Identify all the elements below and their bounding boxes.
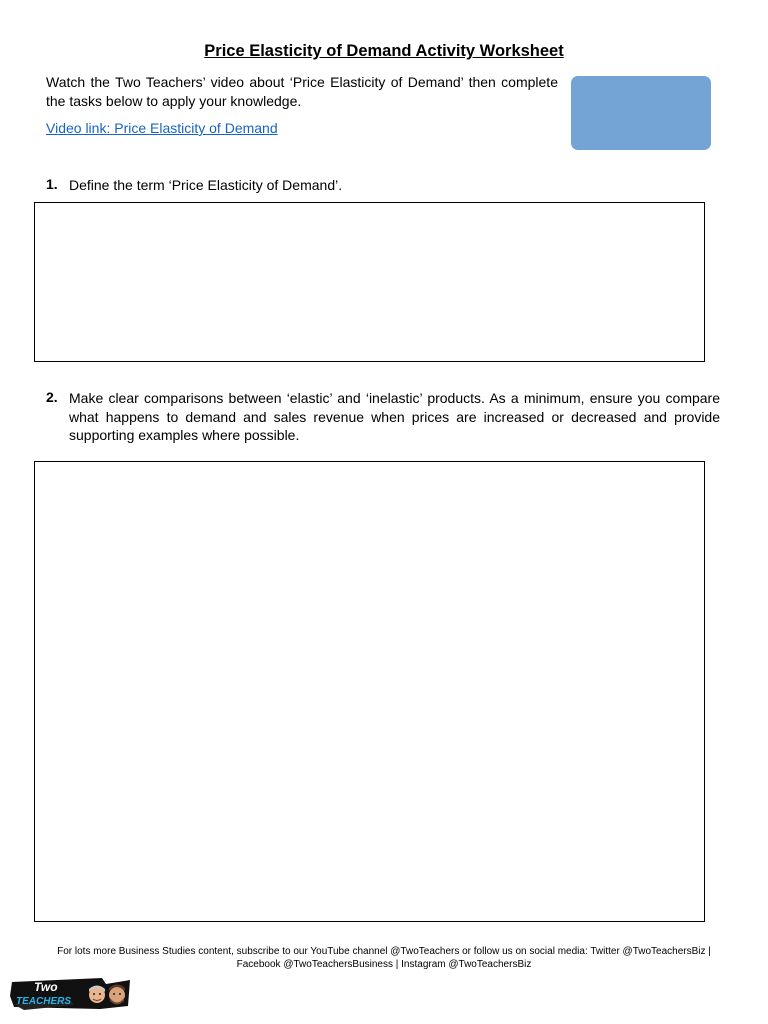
teacher-face-icon <box>89 986 105 1004</box>
logo-text-teachers: TEACHERS <box>16 996 72 1007</box>
question-2-number: 2. <box>46 389 58 405</box>
teacher-face-icon <box>109 985 125 1005</box>
question-1-text: Define the term ‘Price Elasticity of Demand’. <box>69 177 343 193</box>
question-2-text: Make clear comparisons between ‘elastic’ and ‘inelastic’ products. As a minimum, ensure you compare what happens to demand and sales revenue when prices are increased or decreased and provide supporting examples where possible. <box>69 390 720 443</box>
answer-box-1[interactable] <box>34 202 705 362</box>
answer-box-2[interactable] <box>34 461 705 922</box>
logo-graphic <box>10 974 132 1012</box>
logo-text-two: Two <box>34 980 58 994</box>
intro-text: Watch the Two Teachers’ video about ‘Price Elasticity of Demand’ then complete the tasks below to apply your knowledge. <box>46 74 558 109</box>
footer-text: For lots more Business Studies content, subscribe to our YouTube channel @TwoTeachers or follow us on social media: Twitter @TwoTeachersBiz | Facebook @TwoTeachersBusiness | Instagram @TwoTeachersBiz <box>57 946 711 970</box>
video-thumbnail[interactable] <box>571 76 711 150</box>
two-teachers-logo <box>10 974 132 1012</box>
question-1-number: 1. <box>46 176 58 192</box>
page-title: Price Elasticity of Demand Activity Worksheet <box>204 42 564 60</box>
video-link[interactable]: Video link: Price Elasticity of Demand <box>46 120 278 136</box>
